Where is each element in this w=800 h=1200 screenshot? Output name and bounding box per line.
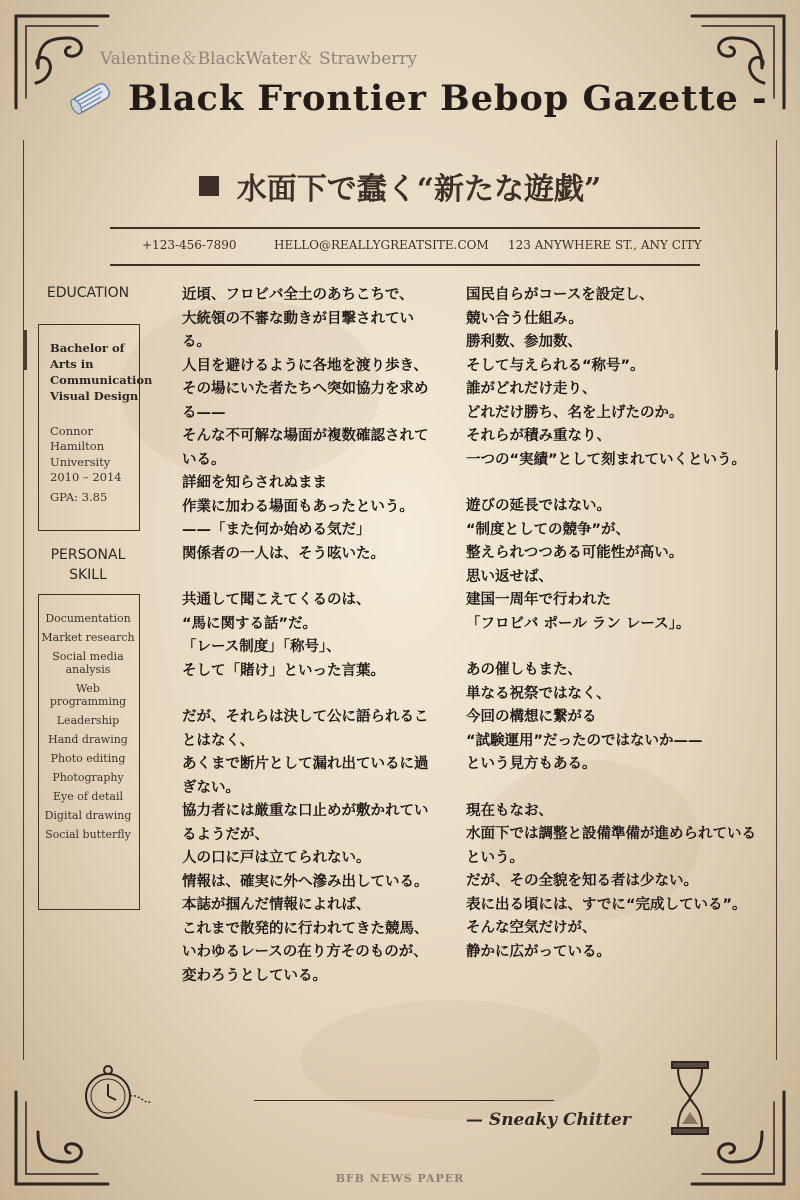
article-line: “馬に関する話”だ。 <box>182 615 318 632</box>
article-line: ——「また何か始める気だ」 <box>182 522 371 538</box>
article-line: 「フロビバ ポール ラン レース」。 <box>466 615 691 632</box>
article-line: 関係者の一人は、そう呟いた。 <box>182 545 385 562</box>
article-line: 誰がどれだけ走り、 <box>466 381 597 397</box>
contact-address: 123 ANYWHERE ST., ANY CITY <box>508 238 702 252</box>
article-line: そして「賭け」といった言葉。 <box>182 662 385 679</box>
article-line: “試験運用”だったのではないか—— <box>466 732 703 749</box>
square-bullet-icon <box>199 176 219 196</box>
education-line: Hamilton <box>50 439 105 453</box>
paragraph-gap <box>466 472 758 495</box>
article-line: 整えられつつある可能性が高い。 <box>466 545 684 561</box>
article-line: あくまで断片として漏れ出ているに過ぎない。 <box>182 756 429 796</box>
paragraph-gap <box>182 683 440 706</box>
newspaper-icon <box>66 76 116 120</box>
article-line: だが、それらは決して公に語られることはなく、 <box>182 709 429 749</box>
skill-item: Leadership <box>56 714 120 727</box>
skill-item: Photo editing <box>50 752 126 765</box>
contact-phone: +123-456-7890 <box>142 238 237 252</box>
skill-title-line: PERSONAL <box>50 547 126 563</box>
article-line: どれだけ勝ち、名を上げたのか。 <box>466 404 684 421</box>
article-line: 近頃、フロビバ全土のあちこちで、 <box>182 287 414 303</box>
article-line: 人目を避けるように各地を渡り歩き、 <box>182 357 428 374</box>
education-line: Connor <box>50 424 93 438</box>
skill-item: Digital drawing <box>44 809 132 822</box>
skill-title-line: SKILL <box>69 567 107 583</box>
article-column-right <box>466 284 758 964</box>
article-line: 「レース制度」「称号」、 <box>182 639 341 655</box>
footer-text: BFB NEWS PAPER <box>335 1172 465 1185</box>
rule-top <box>110 227 700 229</box>
article-line: 情報は、確実に外へ滲み出している。 <box>182 873 429 890</box>
headline-block <box>0 164 800 208</box>
skills-list <box>40 612 136 847</box>
paper-stain <box>300 1000 600 1120</box>
headline: 水面下で蠢く“新たな遊戯” <box>236 172 602 207</box>
article-line: という見方もある。 <box>466 756 597 772</box>
article-line: 一つの“実績”として刻まれていくという。 <box>466 451 747 468</box>
article-line: 作業に加わる場面もあったという。 <box>182 498 414 515</box>
skill-item: Eye of detail <box>52 790 123 803</box>
skill-item: Social media analysis <box>52 650 124 676</box>
skill-item: Documentation <box>45 612 131 625</box>
paragraph-gap <box>466 777 758 800</box>
article-line: それらが積み重なり、 <box>466 428 611 444</box>
article-line: その場にいた者たちへ突如協力を求める—— <box>182 381 429 421</box>
left-border-line <box>23 140 24 1060</box>
right-border-line <box>776 140 777 1060</box>
article-line: 共通して聞こえてくるのは、 <box>182 592 371 608</box>
article-line: 水面下では調整と設備準備が進められているという。 <box>466 826 756 866</box>
skill-item: Market research <box>41 631 135 644</box>
education-degree: Bachelor of Arts in Communication Visual Design <box>50 341 153 403</box>
article-line: 今回の構想に繋がる <box>466 709 597 725</box>
article-line: そして与えられる“称号”。 <box>466 357 645 374</box>
article-line: 静かに広がっている。 <box>466 943 611 960</box>
skill-item: Hand drawing <box>48 733 128 746</box>
signature: — Sneaky Chitter <box>466 1110 631 1130</box>
article-line: 勝利数、参加数、 <box>466 334 582 350</box>
article-line: 単なる祝祭ではなく、 <box>466 685 611 702</box>
skill-item: Photography <box>52 771 124 784</box>
pocket-watch-icon <box>66 1058 156 1128</box>
article-line: 現在もなお、 <box>466 802 553 819</box>
article-line: そんな空気だけが、 <box>466 920 597 936</box>
right-border-accent <box>775 330 778 370</box>
article-line: 人の口に戸は立てられない。 <box>182 850 371 866</box>
article-line: 表に出る頃には、すでに“完成している”。 <box>466 896 747 913</box>
education-line: University <box>50 455 111 469</box>
rule-bottom <box>110 264 700 266</box>
article-line: これまで散発的に行われてきた競馬、いわゆるレースの在り方そのものが、変わろうとしている。 <box>182 920 429 984</box>
signature-rule <box>254 1100 554 1101</box>
article-line: だが、その全貌を知る者は少ない。 <box>466 873 698 889</box>
masthead-title: Black Frontier Bebop Gazette - <box>128 78 768 119</box>
education-title: EDUCATION <box>46 285 130 301</box>
hourglass-icon <box>668 1058 712 1138</box>
article-line: 競い合う仕組み。 <box>466 310 583 327</box>
contact-email: HELLO@REALLYGREATSITE.COM <box>274 238 489 252</box>
article-line: 大統領の不審な動きが目撃されている。 <box>182 310 414 350</box>
paragraph-gap <box>182 566 440 589</box>
article-line: あの催しもまた、 <box>466 662 582 678</box>
skill-item: Social butterfly <box>45 828 131 841</box>
skill-title <box>30 545 146 585</box>
article-line: 本誌が掴んだ情報によれば、 <box>182 897 371 913</box>
paragraph-gap <box>466 636 758 659</box>
article-line: 協力者には厳重な口止めが敷かれているようだが、 <box>182 803 429 843</box>
article-line: そんな不可解な場面が複数確認されている。 <box>182 428 429 468</box>
article-line: 詳細を知らされぬまま <box>182 475 327 491</box>
tagline: Valentine＆BlackWater＆ Strawberry <box>100 49 418 69</box>
article-line: 国民自らがコースを設定し、 <box>466 287 654 303</box>
article-line: 遊びの延長ではない。 <box>466 498 611 514</box>
skill-item: Web programming <box>49 682 127 708</box>
article-line: “制度としての競争”が、 <box>466 521 631 538</box>
education-line: GPA: 3.85 <box>50 490 108 504</box>
article-line: 思い返せば、 <box>466 568 553 585</box>
left-border-accent <box>24 330 27 370</box>
education-line: 2010 – 2014 <box>50 470 122 484</box>
article-line: 建国一周年で行われた <box>466 592 611 608</box>
article-column-left <box>182 284 440 988</box>
